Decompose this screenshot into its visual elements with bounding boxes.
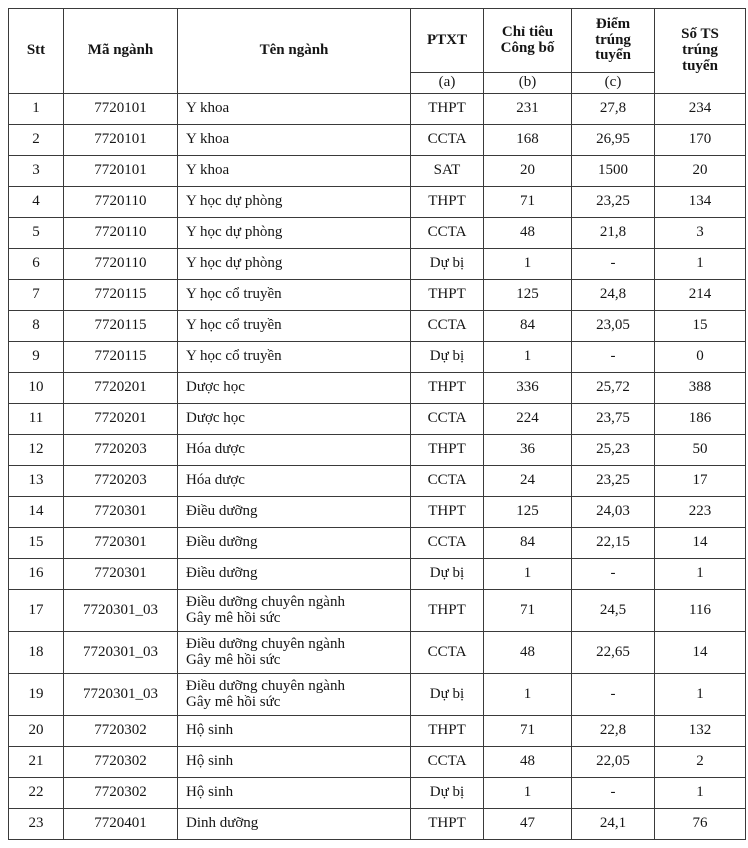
cell-diem: 23,75 — [572, 404, 655, 435]
cell-ten-nganh — [178, 809, 411, 840]
cell-diem: 24,03 — [572, 497, 655, 528]
cell-ptxt: THPT — [411, 280, 484, 311]
header-so-ts-line: trúng — [682, 42, 718, 59]
header-diem-line: Điểm — [595, 15, 631, 32]
cell-diem: - — [572, 778, 655, 809]
cell-chi-tieu: 1 — [484, 559, 572, 590]
cell-so-ts: 186 — [655, 404, 746, 435]
cell-ma-nganh: 7720110 — [64, 249, 178, 280]
cell-ptxt: THPT — [411, 187, 484, 218]
cell-ten-nganh — [178, 528, 411, 559]
cell-ten-nganh — [178, 778, 411, 809]
table-row — [9, 674, 746, 716]
ten-nganh-line: Điều dưỡng chuyên ngành — [186, 593, 345, 610]
cell-stt: 2 — [9, 125, 64, 156]
cell-ma-nganh: 7720401 — [64, 809, 178, 840]
admission-table — [8, 8, 746, 840]
table-body — [9, 94, 746, 840]
cell-diem: 25,23 — [572, 435, 655, 466]
cell-chi-tieu: 36 — [484, 435, 572, 466]
cell-so-ts: 116 — [655, 590, 746, 632]
cell-so-ts: 1 — [655, 674, 746, 716]
cell-ten-nganh — [178, 187, 411, 218]
ten-nganh-line: Hóa dược — [186, 472, 245, 489]
cell-diem: 24,8 — [572, 280, 655, 311]
cell-chi-tieu: 125 — [484, 497, 572, 528]
header-row — [9, 9, 746, 73]
cell-ptxt: Dự bị — [411, 342, 484, 373]
cell-so-ts: 50 — [655, 435, 746, 466]
table-row — [9, 342, 746, 373]
cell-ten-nganh — [178, 674, 411, 716]
cell-chi-tieu: 1 — [484, 778, 572, 809]
cell-ten-nganh — [178, 249, 411, 280]
header-so-ts-line: Số TS — [681, 26, 719, 43]
table-row — [9, 404, 746, 435]
cell-chi-tieu: 24 — [484, 466, 572, 497]
cell-chi-tieu: 1 — [484, 342, 572, 373]
cell-chi-tieu: 48 — [484, 218, 572, 249]
cell-ma-nganh: 7720201 — [64, 404, 178, 435]
cell-stt: 5 — [9, 218, 64, 249]
cell-ptxt: CCTA — [411, 747, 484, 778]
table-row — [9, 778, 746, 809]
cell-so-ts: 223 — [655, 497, 746, 528]
cell-so-ts: 132 — [655, 716, 746, 747]
header-so-ts — [655, 9, 746, 94]
cell-ma-nganh: 7720302 — [64, 716, 178, 747]
ten-nganh-line: Y học dự phòng — [186, 255, 283, 272]
table-row — [9, 125, 746, 156]
cell-stt: 13 — [9, 466, 64, 497]
cell-so-ts: 388 — [655, 373, 746, 404]
cell-ma-nganh: 7720110 — [64, 187, 178, 218]
cell-chi-tieu: 47 — [484, 809, 572, 840]
table-row — [9, 809, 746, 840]
table-row — [9, 311, 746, 342]
table-row — [9, 218, 746, 249]
cell-ptxt: THPT — [411, 809, 484, 840]
cell-diem: 23,05 — [572, 311, 655, 342]
ten-nganh-line: Y học cổ truyền — [186, 286, 282, 303]
cell-ptxt: CCTA — [411, 218, 484, 249]
cell-ptxt: THPT — [411, 435, 484, 466]
cell-chi-tieu: 71 — [484, 590, 572, 632]
table-row — [9, 373, 746, 404]
cell-diem: - — [572, 249, 655, 280]
cell-ma-nganh: 7720201 — [64, 373, 178, 404]
cell-ma-nganh: 7720301_03 — [64, 632, 178, 674]
cell-stt: 3 — [9, 156, 64, 187]
cell-ten-nganh — [178, 632, 411, 674]
cell-stt: 21 — [9, 747, 64, 778]
cell-ma-nganh: 7720115 — [64, 311, 178, 342]
ten-nganh-line: Dinh dưỡng — [186, 815, 259, 832]
cell-so-ts: 3 — [655, 218, 746, 249]
header-diem-line: tuyển — [595, 47, 631, 64]
ten-nganh-line: Gây mê hồi sức — [186, 609, 281, 626]
table-row — [9, 249, 746, 280]
header-stt: Stt — [9, 9, 64, 94]
cell-so-ts: 1 — [655, 249, 746, 280]
cell-so-ts: 20 — [655, 156, 746, 187]
cell-ma-nganh: 7720301_03 — [64, 590, 178, 632]
cell-ten-nganh — [178, 342, 411, 373]
header-chi-tieu-line: Chỉ tiêu — [501, 23, 554, 40]
cell-diem: 21,8 — [572, 218, 655, 249]
cell-ptxt: CCTA — [411, 311, 484, 342]
cell-ma-nganh: 7720301_03 — [64, 674, 178, 716]
cell-stt: 6 — [9, 249, 64, 280]
cell-ptxt: Dự bị — [411, 674, 484, 716]
cell-ptxt: CCTA — [411, 125, 484, 156]
table-row — [9, 280, 746, 311]
subheader-b: (b) — [484, 73, 572, 94]
ten-nganh-line: Điều dưỡng — [186, 503, 258, 520]
table-row — [9, 187, 746, 218]
ten-nganh-line: Hộ sinh — [186, 753, 234, 770]
cell-ptxt: SAT — [411, 156, 484, 187]
ten-nganh-line: Điều dưỡng chuyên ngành — [186, 677, 345, 694]
cell-ten-nganh — [178, 280, 411, 311]
cell-ma-nganh: 7720115 — [64, 342, 178, 373]
cell-so-ts: 170 — [655, 125, 746, 156]
table-row — [9, 747, 746, 778]
cell-ptxt: THPT — [411, 716, 484, 747]
cell-stt: 14 — [9, 497, 64, 528]
cell-so-ts: 214 — [655, 280, 746, 311]
cell-diem: - — [572, 342, 655, 373]
cell-stt: 4 — [9, 187, 64, 218]
cell-so-ts: 0 — [655, 342, 746, 373]
cell-chi-tieu: 71 — [484, 716, 572, 747]
header-diem-line: trúng — [595, 31, 631, 48]
ten-nganh-line: Dược học — [186, 379, 245, 396]
table-row — [9, 590, 746, 632]
cell-ma-nganh: 7720302 — [64, 747, 178, 778]
cell-diem: 22,05 — [572, 747, 655, 778]
ten-nganh-line: Y khoa — [186, 162, 230, 179]
cell-stt: 8 — [9, 311, 64, 342]
cell-ptxt: THPT — [411, 373, 484, 404]
cell-chi-tieu: 48 — [484, 747, 572, 778]
cell-ten-nganh — [178, 466, 411, 497]
cell-chi-tieu: 168 — [484, 125, 572, 156]
cell-so-ts: 14 — [655, 632, 746, 674]
header-ptxt: PTXT — [411, 9, 484, 73]
cell-stt: 23 — [9, 809, 64, 840]
cell-chi-tieu: 231 — [484, 94, 572, 125]
cell-diem: 27,8 — [572, 94, 655, 125]
table-row — [9, 528, 746, 559]
ten-nganh-line: Điều dưỡng — [186, 534, 258, 551]
table-row — [9, 156, 746, 187]
table-row — [9, 466, 746, 497]
cell-stt: 15 — [9, 528, 64, 559]
cell-ptxt: Dự bị — [411, 249, 484, 280]
cell-diem: 23,25 — [572, 187, 655, 218]
ten-nganh-line: Điều dưỡng chuyên ngành — [186, 635, 345, 652]
cell-ten-nganh — [178, 404, 411, 435]
cell-chi-tieu: 84 — [484, 311, 572, 342]
cell-so-ts: 1 — [655, 778, 746, 809]
cell-chi-tieu: 48 — [484, 632, 572, 674]
subheader-c: (c) — [572, 73, 655, 94]
cell-diem: 22,65 — [572, 632, 655, 674]
ten-nganh-line: Dược học — [186, 410, 245, 427]
cell-ptxt: THPT — [411, 590, 484, 632]
cell-ma-nganh: 7720101 — [64, 94, 178, 125]
cell-stt: 17 — [9, 590, 64, 632]
ten-nganh-line: Gây mê hồi sức — [186, 651, 281, 668]
cell-ptxt: Dự bị — [411, 778, 484, 809]
cell-ma-nganh: 7720301 — [64, 497, 178, 528]
cell-so-ts: 17 — [655, 466, 746, 497]
cell-ten-nganh — [178, 94, 411, 125]
header-chi-tieu — [484, 9, 572, 73]
cell-chi-tieu: 1 — [484, 249, 572, 280]
cell-ma-nganh: 7720203 — [64, 435, 178, 466]
ten-nganh-line: Hộ sinh — [186, 784, 234, 801]
ten-nganh-line: Y học dự phòng — [186, 224, 283, 241]
cell-ma-nganh: 7720302 — [64, 778, 178, 809]
cell-so-ts: 234 — [655, 94, 746, 125]
cell-ma-nganh: 7720301 — [64, 528, 178, 559]
cell-ma-nganh: 7720115 — [64, 280, 178, 311]
cell-so-ts: 76 — [655, 809, 746, 840]
cell-diem: 22,15 — [572, 528, 655, 559]
table-row — [9, 632, 746, 674]
cell-stt: 12 — [9, 435, 64, 466]
cell-chi-tieu: 84 — [484, 528, 572, 559]
cell-ten-nganh — [178, 590, 411, 632]
cell-so-ts: 15 — [655, 311, 746, 342]
cell-ten-nganh — [178, 218, 411, 249]
table-row — [9, 559, 746, 590]
cell-stt: 7 — [9, 280, 64, 311]
cell-chi-tieu: 1 — [484, 674, 572, 716]
cell-stt: 18 — [9, 632, 64, 674]
ten-nganh-line: Điều dưỡng — [186, 565, 258, 582]
header-ten-nganh: Tên ngành — [178, 9, 411, 94]
cell-ten-nganh — [178, 311, 411, 342]
cell-ptxt: CCTA — [411, 404, 484, 435]
table-row — [9, 435, 746, 466]
cell-ten-nganh — [178, 559, 411, 590]
cell-chi-tieu: 125 — [484, 280, 572, 311]
ten-nganh-line: Hóa dược — [186, 441, 245, 458]
header-diem — [572, 9, 655, 73]
cell-so-ts: 2 — [655, 747, 746, 778]
cell-ptxt: THPT — [411, 497, 484, 528]
cell-ten-nganh — [178, 497, 411, 528]
cell-ma-nganh: 7720101 — [64, 156, 178, 187]
cell-ten-nganh — [178, 125, 411, 156]
cell-ma-nganh: 7720203 — [64, 466, 178, 497]
cell-ptxt: THPT — [411, 94, 484, 125]
cell-stt: 20 — [9, 716, 64, 747]
cell-ten-nganh — [178, 373, 411, 404]
cell-chi-tieu: 336 — [484, 373, 572, 404]
ten-nganh-line: Gây mê hồi sức — [186, 693, 281, 710]
cell-ma-nganh: 7720101 — [64, 125, 178, 156]
ten-nganh-line: Y khoa — [186, 131, 230, 148]
ten-nganh-line: Y học cổ truyền — [186, 317, 282, 334]
cell-diem: 25,72 — [572, 373, 655, 404]
ten-nganh-line: Y khoa — [186, 100, 230, 117]
cell-stt: 19 — [9, 674, 64, 716]
cell-so-ts: 14 — [655, 528, 746, 559]
ten-nganh-line: Hộ sinh — [186, 722, 234, 739]
header-ma-nganh: Mã ngành — [64, 9, 178, 94]
cell-stt: 11 — [9, 404, 64, 435]
cell-ptxt: CCTA — [411, 632, 484, 674]
cell-stt: 1 — [9, 94, 64, 125]
cell-chi-tieu: 20 — [484, 156, 572, 187]
cell-diem: 26,95 — [572, 125, 655, 156]
ten-nganh-line: Y học cổ truyền — [186, 348, 282, 365]
cell-stt: 22 — [9, 778, 64, 809]
cell-stt: 9 — [9, 342, 64, 373]
cell-chi-tieu: 224 — [484, 404, 572, 435]
cell-ten-nganh — [178, 716, 411, 747]
table-row — [9, 716, 746, 747]
cell-ptxt: CCTA — [411, 528, 484, 559]
cell-diem: 24,1 — [572, 809, 655, 840]
cell-diem: 1500 — [572, 156, 655, 187]
cell-ma-nganh: 7720110 — [64, 218, 178, 249]
cell-diem: 24,5 — [572, 590, 655, 632]
table-row — [9, 497, 746, 528]
cell-diem: - — [572, 674, 655, 716]
table-row — [9, 94, 746, 125]
cell-ten-nganh — [178, 156, 411, 187]
cell-ptxt: Dự bị — [411, 559, 484, 590]
cell-so-ts: 134 — [655, 187, 746, 218]
subheader-a: (a) — [411, 73, 484, 94]
cell-diem: 22,8 — [572, 716, 655, 747]
cell-diem: - — [572, 559, 655, 590]
cell-ma-nganh: 7720301 — [64, 559, 178, 590]
header-chi-tieu-line: Công bố — [500, 39, 555, 56]
cell-so-ts: 1 — [655, 559, 746, 590]
header-so-ts-line: tuyển — [682, 57, 718, 74]
cell-ten-nganh — [178, 435, 411, 466]
cell-stt: 16 — [9, 559, 64, 590]
cell-stt: 10 — [9, 373, 64, 404]
ten-nganh-line: Y học dự phòng — [186, 193, 283, 210]
cell-ten-nganh — [178, 747, 411, 778]
cell-diem: 23,25 — [572, 466, 655, 497]
cell-ptxt: CCTA — [411, 466, 484, 497]
cell-chi-tieu: 71 — [484, 187, 572, 218]
